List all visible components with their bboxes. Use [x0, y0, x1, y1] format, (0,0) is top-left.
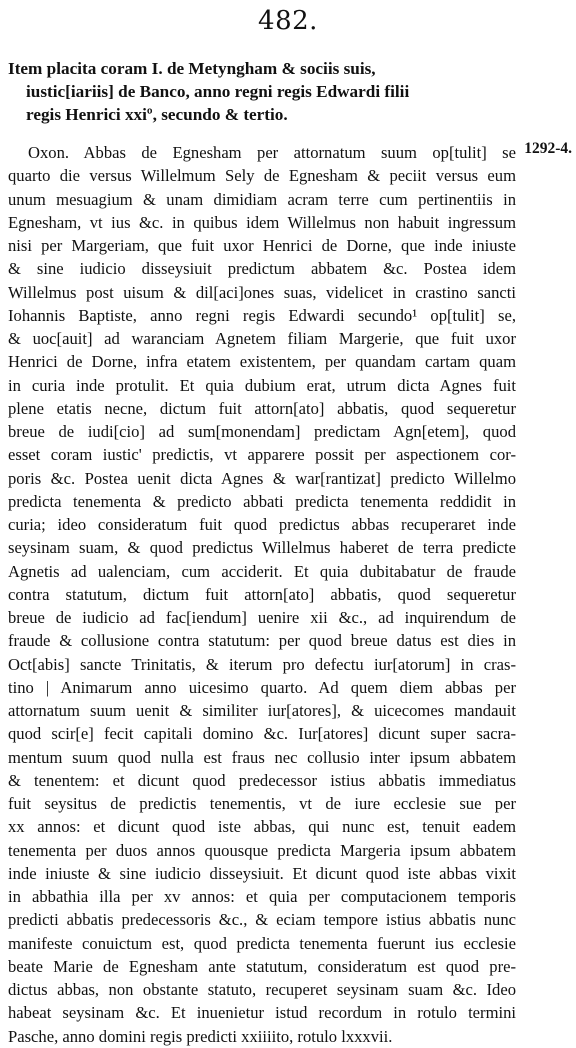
- body-line: inde iniuste & sine iudicio disseysiuit. Et dicunt quod iste abbas vixit: [8, 863, 516, 883]
- body-line: quod scir[e] fecit capitali domino &c. Iur[atores] dicunt super sacra-: [8, 724, 516, 744]
- body-line: plene etatis necne, dictum fuit attorn[ato] abbatis, quod sequeretur: [8, 398, 516, 418]
- body-line: dictus abbas, non obstante statuto, recuperet seysinam suam &c. Ideo: [8, 980, 516, 999]
- body-line: habeat seysinam &c. Et inuenietur istud recordum in rotulo termini: [8, 1003, 516, 1023]
- body-line: Egnesham, vt ius &c. in quibus idem Willelmus non habuit ingressum: [8, 212, 516, 232]
- page-number: 482.: [258, 6, 318, 36]
- body-line: xx annos: et dicunt quod iste abbas, qui nunc est, tenuit eadem: [8, 817, 516, 837]
- heading-line: iustic[iariis] de Banco, anno regni regis Edwardi filii: [26, 82, 410, 101]
- body-line: poris &c. Postea uenit dicta Agnes & war[rantizat] predicto Willelmo: [8, 468, 516, 488]
- margin-date-note: 1292-4.: [524, 140, 572, 157]
- body-line: nisi per Margeriam, que fuit uxor Henrici de Dorne, que inde iniuste: [8, 236, 516, 255]
- body-line: quarto die versus Willelmum Sely de Egnesham & peciit versus eum: [8, 166, 516, 186]
- body-line: predicti abbatis predecessoris &c., & eciam tempore istius abbatis nunc: [8, 910, 516, 930]
- heading-line: regis Henrici xxiº, secundo & tertio.: [26, 105, 288, 124]
- body-line: predicta tenementa & predicto abbati predicta tenementa reddidit in: [8, 491, 516, 511]
- heading-line: Item placita coram I. de Metyngham & sociis suis,: [8, 59, 376, 78]
- body-line: & tenentem: et dicunt quod predecessor istius abbatis immediatus: [8, 770, 516, 790]
- body-line: in abbathia illa per xv annos: et quia per computacionem temporis: [8, 887, 516, 906]
- body-line: tenementa per duos annos quousque predicta Margeria ipsum abbatem: [8, 840, 516, 860]
- body-line: Iohannis Baptiste, anno regni regis Edwardi secundo¹ op[tulit] se,: [8, 305, 516, 325]
- body-line: & uoc[auit] ad waranciam Agnetem filiam Margerie, que fuit uxor: [8, 329, 516, 348]
- body-line: beate Marie de Egnesham ante statutum, consideratum est quod pre-: [8, 956, 516, 976]
- body-line: seysinam suam, & quod predictus Willelmus haberet de terra predicte: [8, 538, 516, 558]
- body-paragraph: [8, 141, 516, 1048]
- body-line: esset coram iustic' predictis, vt apparere possit per aspectionem cor-: [8, 445, 516, 465]
- body-line: in curia inde protulit. Et quia dubium erat, utrum dicta Agnes fuit: [8, 375, 516, 395]
- body-line: attornatum suum uenit & similiter iur[atores], & uicecomes mandauit: [8, 701, 516, 720]
- body-line: Henrici de Dorne, infra etatem existentem, per quandam cartam quam: [8, 352, 516, 372]
- body-line: unum mesuagium & unam dimidiam acram terre cum pertinentiis in: [8, 189, 516, 209]
- body-line: Willelmus post uisum & dil[aci]ones suas, videlicet in crastino sancti: [8, 282, 516, 302]
- body-line: mentum suum quod nulla est fraus nec collusio inter ipsum abbatem: [8, 747, 516, 767]
- body-line: fuit seysitus de predictis tenementis, vt de iure ecclesie sue per: [8, 794, 516, 813]
- section-heading: [8, 57, 564, 126]
- body-line: Pasche, anno domini regis predicti xxiiiito, rotulo lxxxvii.: [8, 1026, 393, 1046]
- body-line: tino | Animarum anno uicesimo quarto. Ad quem diem abbas per: [8, 677, 516, 697]
- body-line: Agnetis ad ualenciam, cum acciderit. Et quia dubitabatur de fraude: [8, 561, 516, 581]
- body-line: breue de iudicio ad fac[iendum] uenire xii &c., ad inquirendum de: [8, 608, 516, 627]
- body-line: contra statutum, dictum fuit attorn[ato] abbatis, quod sequeretur: [8, 584, 516, 604]
- body-line: Oxon. Abbas de Egnesham per attornatum suum op[tulit] se: [28, 143, 516, 162]
- body-line: fraude & collusione contra statutum: per quod breue datus est dies in: [8, 631, 516, 651]
- body-line: manifeste conuictum est, quod predicta tenementa fuerunt ius ecclesie: [8, 933, 516, 953]
- body-line: Oct[abis] sancte Trinitatis, & iterum pro defectu iur[atorum] in cras-: [8, 654, 516, 674]
- body-line: curia; ideo consideratum fuit quod predictus abbas recuperaret inde: [8, 515, 516, 534]
- body-line: & sine iudicio disseysiuit predictum abbatem &c. Postea idem: [8, 259, 516, 279]
- body-line: breue de iudi[cio] ad sum[monendam] predictam Agn[etem], quod: [8, 422, 516, 441]
